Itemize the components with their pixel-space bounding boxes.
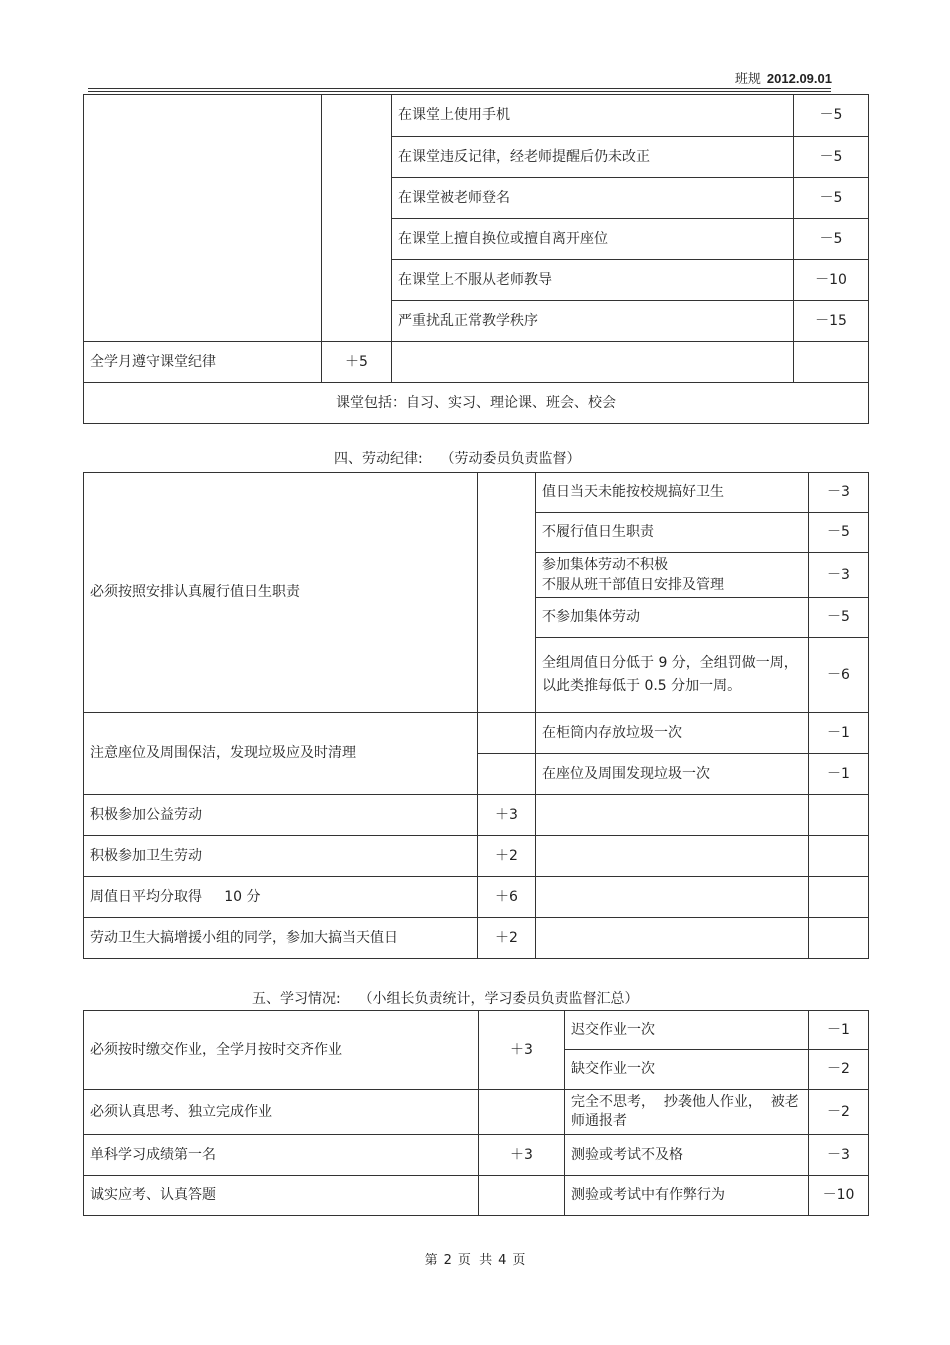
bonus-score: ＋3 [479, 1135, 565, 1176]
header-rule [88, 88, 831, 92]
bonus-cell-empty [478, 713, 536, 754]
page-footer [0, 1249, 950, 1268]
penalty-score: －3 [809, 553, 869, 598]
penalty-item: 在课堂被老师登名 [392, 178, 794, 219]
penalty-score: －2 [809, 1050, 869, 1090]
page-header [735, 68, 832, 87]
penalty-score: －5 [794, 178, 869, 219]
penalty-score: －15 [794, 301, 869, 342]
penalty-item: 在课堂违反记律，经老师提醒后仍未改正 [392, 137, 794, 178]
penalty-item: 在柜筒内存放垃圾一次 [536, 713, 809, 754]
empty-cell [809, 918, 869, 959]
penalty-item: 严重扰乱正常教学秩序 [392, 301, 794, 342]
penalty-item: 在座位及周围发现垃圾一次 [536, 754, 809, 795]
study-rule-homework: 必须按时缴交作业，全学月按时交齐作业 [84, 1011, 479, 1090]
empty-cell [809, 877, 869, 918]
labor-discipline-table [83, 472, 869, 959]
bonus-rule: 积极参加卫生劳动 [84, 836, 478, 877]
section4-title: 四、劳动纪律: （劳动委员负责监督） [334, 451, 581, 467]
penalty-item: 在课堂上使用手机 [392, 95, 794, 137]
labor-rule-duty: 必须按照安排认真履行值日生职责 [84, 473, 478, 713]
bonus-score: ＋5 [322, 342, 392, 383]
penalty-score: －5 [809, 598, 869, 638]
penalty-score: －6 [809, 638, 869, 713]
penalty-item: 测验或考试不及格 [565, 1135, 809, 1176]
penalty-score: －2 [809, 1090, 869, 1135]
study-rule-independent: 必须认真思考、独立完成作业 [84, 1090, 479, 1135]
penalty-score: －1 [809, 754, 869, 795]
bonus-score: ＋2 [478, 918, 536, 959]
rule-cell-empty [84, 95, 322, 342]
penalty-item: 在课堂上不服从老师教导 [392, 260, 794, 301]
penalty-score: －10 [794, 260, 869, 301]
penalty-item: 参加集体劳动不积极 不服从班干部值日安排及管理 [536, 553, 809, 598]
study-table [83, 1010, 869, 1216]
penalty-score: －1 [809, 713, 869, 754]
bonus-cell-empty [478, 754, 536, 795]
penalty-item: 测验或考试中有作弊行为 [565, 1176, 809, 1216]
footer-total-pages: 4 [498, 1253, 507, 1268]
footer-mid: 页 共 [457, 1253, 493, 1268]
empty-cell [809, 795, 869, 836]
bonus-score: ＋2 [478, 836, 536, 877]
bonus-cell-empty [322, 95, 392, 342]
classroom-discipline-table [83, 94, 869, 424]
bonus-score: ＋3 [479, 1011, 565, 1090]
penalty-score: －1 [809, 1011, 869, 1050]
empty-cell [794, 342, 869, 383]
footer-page-number: 2 [443, 1253, 452, 1268]
section5-title: 五、学习情况: （小组长负责统计，学习委员负责监督汇总） [252, 991, 639, 1007]
penalty-item: 迟交作业一次 [565, 1011, 809, 1050]
bonus-score: ＋6 [478, 877, 536, 918]
empty-cell [536, 877, 809, 918]
bonus-rule: 积极参加公益劳动 [84, 795, 478, 836]
empty-cell [536, 918, 809, 959]
penalty-score: －5 [794, 137, 869, 178]
labor-rule-clean: 注意座位及周围保洁，发现垃圾应及时清理 [84, 713, 478, 795]
bonus-rule: 劳动卫生大搞增援小组的同学，参加大搞当天值日 [84, 918, 478, 959]
classroom-note: 课堂包括：自习、实习、理论课、班会、校会 [84, 383, 869, 424]
bonus-score [479, 1176, 565, 1216]
empty-cell [392, 342, 794, 383]
penalty-score: －3 [809, 473, 869, 513]
penalty-score: －10 [809, 1176, 869, 1216]
bonus-rule: 全学月遵守课堂纪律 [84, 342, 322, 383]
penalty-score: －5 [809, 513, 869, 553]
bonus-score [479, 1090, 565, 1135]
penalty-item: 完全不思考， 抄袭他人作业， 被老师通报者 [565, 1090, 809, 1135]
footer-suffix: 页 [512, 1253, 526, 1268]
header-date: 2012.09.01 [766, 71, 832, 86]
empty-cell [536, 836, 809, 877]
penalty-item: 在课堂上擅自换位或擅自离开座位 [392, 219, 794, 260]
penalty-score: －5 [794, 95, 869, 137]
penalty-score: －3 [809, 1135, 869, 1176]
penalty-item: 不履行值日生职责 [536, 513, 809, 553]
penalty-item: 缺交作业一次 [565, 1050, 809, 1090]
penalty-item: 全组周值日分低于 9 分，全组罚做一周，以此类推每低于 0.5 分加一周。 [536, 638, 809, 713]
empty-cell [536, 795, 809, 836]
header-label: 班规 [734, 72, 761, 87]
bonus-cell-empty [478, 473, 536, 713]
penalty-item: 不参加集体劳动 [536, 598, 809, 638]
penalty-score: －5 [794, 219, 869, 260]
bonus-score: ＋3 [478, 795, 536, 836]
study-rule-top-score: 单科学习成绩第一名 [84, 1135, 479, 1176]
bonus-rule: 周值日平均分取得 10 分 [84, 877, 478, 918]
study-rule-honest-exam: 诚实应考、认真答题 [84, 1176, 479, 1216]
footer-prefix: 第 [424, 1253, 438, 1268]
empty-cell [809, 836, 869, 877]
penalty-item: 值日当天未能按校规搞好卫生 [536, 473, 809, 513]
